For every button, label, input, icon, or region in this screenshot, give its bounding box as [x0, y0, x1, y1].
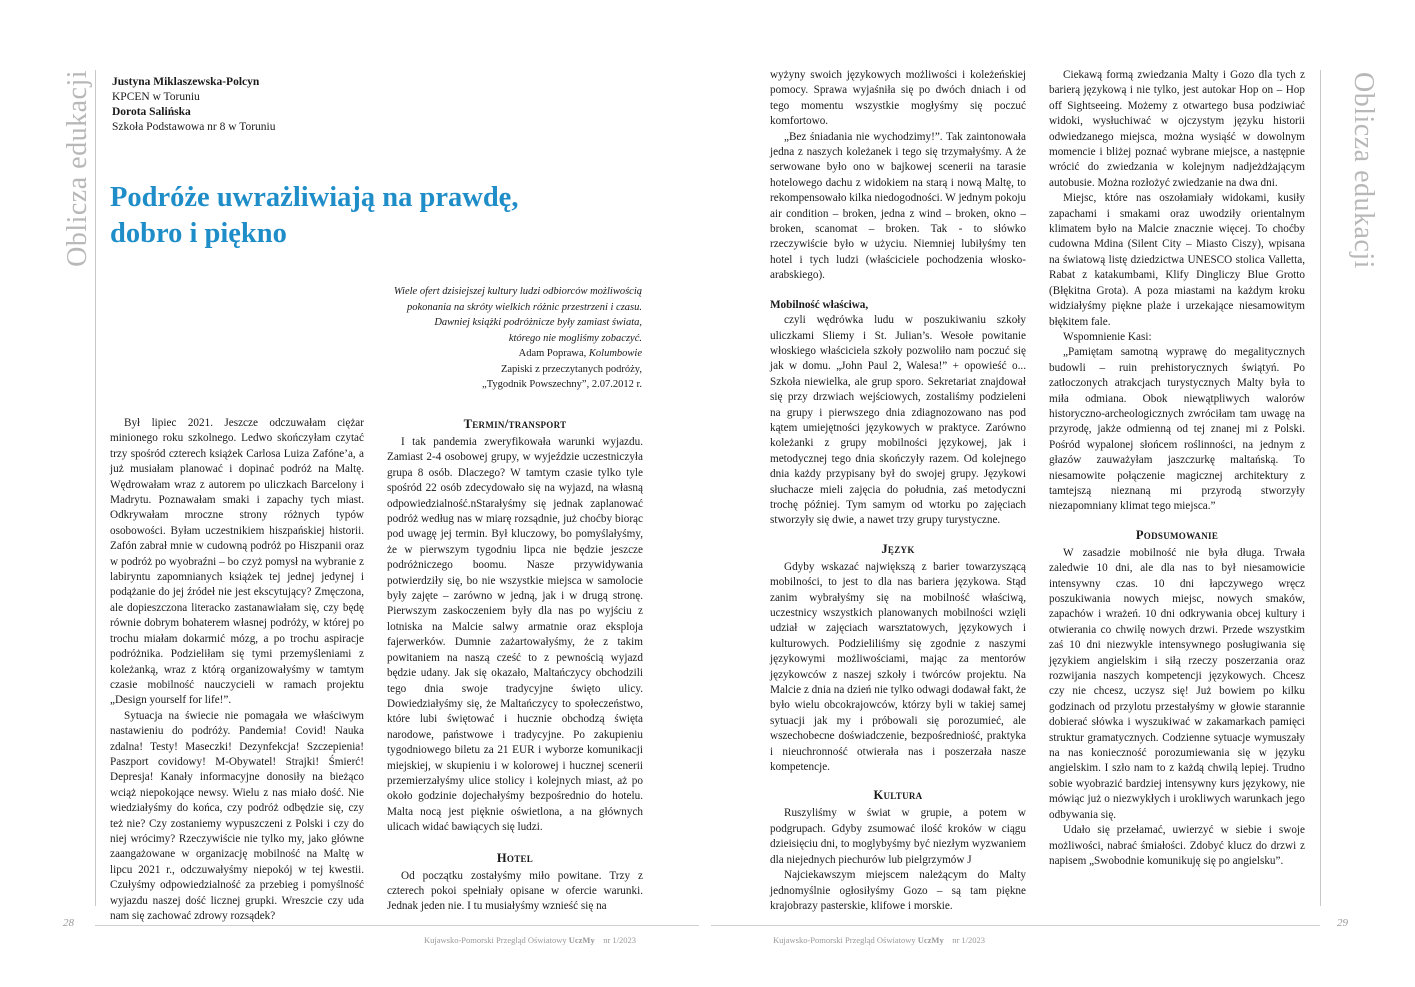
- section-heading: Termin/transport: [463, 417, 567, 431]
- paragraph: Miejsc, które nas oszołamiały widokami, kusiły zapachami i smakami oraz uwodziły orientalnym klimatem było na Malcie znacznie więcej. To choćby cudowna Mdina (Silent City – Miasto Ciszy), wpisana na światową listę dziedzictwa UNESCO stolica Valletta, Rabat z katakumbami, Klify Dingliczy Blue Grotto (Błękitna Grota). A poza miastami na każdym kroku widziałyśmy piękne plaże i urzekające niesamowitym błękitem fale.: [1049, 192, 1305, 328]
- paragraph: Sytuacja na świecie nie pomagała we właściwym nastawieniu do podróży. Pandemia! Covid! Nauka zdalna! Testy! Maseczki! Dezynfekcja! Szczepienia! Paszport covidowy! M-Obywatel! Strajki! Śmierć! Depresja! Kanały informacyjne donosiły na bieżąco wciąż niepokojące newsy. Wielu z nas miało dość. Nie wiedziałyśmy do końca, czy podróż odbędzie się, czy też nie? Czy zostaniemy wypuszczeni z Polski i czy do niej wrócimy? Rzeczywiście nie tylko my, jako główne zaangażowane w organizację mobilność na Maltę w lipcu 2021 r., odczuwałyśmy niepokój w tej kwestii. Czułyśmy odpowiedzialność za przebieg i pomyślność wyjazdu naszej dość licznej grupki. Wreszcie czy uda nam się zachować zdrowy rozsądek?: [110, 709, 364, 922]
- footer-issue: nr 1/2023: [952, 935, 986, 945]
- right-column-2: [1049, 68, 1305, 869]
- footer-rule-right: [711, 925, 1320, 926]
- page-number-left: 28: [63, 917, 74, 929]
- left-margin-rule: [95, 70, 96, 906]
- epigraph-line: którego nie mogliśmy zobaczyć.: [508, 332, 642, 344]
- footer-brand: UczMy: [568, 935, 595, 945]
- left-column-1: [110, 416, 364, 924]
- paragraph: „Pamiętam samotną wyprawę do megalitycznych budowli – ruin prehistorycznych świątyń. Po zatłoczonych atrakcjach turystycznych Malty była to miła odmiana. Obok niewątpliwych walorów historyczno-archeologicznych zwróciłam tam uwagę na przyrodę, jakże odmienną od tej znanej mi z Polski. Pośród wypalonej słońcem roślinności, na jednym z głazów zauważyłam jaszczurkę maltańską. To niesamowite połączenie magicznej architektury z tamtejszą nieznaną mi przyrodą stworzyły niezapomniany klimat tego miejsca.”: [1049, 346, 1305, 513]
- epigraph-line: pokonania na skróty wielkich różnic przestrzeni i czasu.: [406, 301, 642, 313]
- running-head-right: Oblicza edukacji: [1348, 72, 1379, 269]
- paragraph: Ciekawą formą zwiedzania Malty i Gozo dla tych z barierą językową i nie tylko, jest autokar Hop on – Hop off Sightseeing. Możemy z otwartego busa podziwiać widoki, wysłuchiwać w ojczystym języku historii odwiedzanego miejsca, można wysiąść w dowolnym momencie i bliżej poznać wybrane miejsce, a następnie wrócić do zwiedzania w kolejnym nadjeżdżającym autobusie. Można rozłożyć zwiedzanie na dwa dni.: [1049, 69, 1305, 189]
- paragraph: Wspomnienie Kasi:: [1063, 330, 1152, 343]
- epigraph-author-name: Adam Poprawa,: [518, 348, 589, 359]
- epigraph-line: Dawniej książki podróżnicze były zamiast świata,: [434, 317, 642, 328]
- page-number-right: 29: [1337, 917, 1348, 929]
- right-page: [707, 0, 1415, 987]
- footer-journal: Kujawsko-Pomorski Przegląd Oświatowy: [773, 935, 916, 945]
- right-margin-rule: [1320, 70, 1321, 906]
- section-heading: Mobilność właściwa,: [770, 298, 869, 311]
- paragraph: W zasadzie mobilność nie była długa. Trwała zaledwie 10 dni, ale dla nas to był niesamowicie intensywny czas. 10 dni łapczywego wręcz poszukiwania nowych miejsc, nowych smaków, zapachów i wrażeń. 10 dni odkrywania obcej kultury i otwierania co chwilę nowych drzwi. Przede wszystkim zaś 10 dni niezwykle intensywnego posługiwania się językiem angielskim i siłą rzeczy poszerzania oraz rozwijania naszych kompetencji językowych. Chcesz czy nie chcesz, uczysz się! Już bowiem po kilku godzinach od przylotu przestałyśmy w głowie starannie dobierać słówka i wyszukiwać w zakamarkach pamięci struktur gramatycznych. Codzienne sytuacje wymuszały na nas konieczność porozumiewania się w języku angielskim. I szło nam to z każdą chwilą lepiej. Trudno sobie wyobrazić bardziej intensywny kurs językowy, nie mówiąc już o niezwykłych i urokliwych warunkach jego odbywania się.: [1049, 546, 1305, 821]
- title-line: dobro i piękno: [110, 218, 287, 249]
- paragraph: czyli wędrówka ludu w poszukiwaniu szkoły uliczkami Sliemy i St. Julian’s. Wesołe powitanie włoskiego właściciela szkoły pozwoliło nam poczuć się jak w domu. „John Paul 2, Walesa!” + opowieść o... Szkoła niewielka, ale grup sporo. Sekretariat znajdował się przy drzwiach wejściowych, zostaliśmy podzieleni na grupy i pierwszego dnia zdiagnozowano nas pod kątem umiejętności językowych w praktyce. Zarówno koleżanki z grupy mobilności językowej, jak i metodycznej tego dnia skończyły razem. Od kolejnego dnia każdy przypisany był do swojej grupy. Językowi słuchacze mieli zajęcia do południa, zaś metodyczni trochę później. Tym samym od wtorku po zajęciach stworzyły się dwie, a nawet trzy grupy turystyczne.: [770, 314, 1026, 527]
- paragraph: „Bez śniadania nie wychodzimy!”. Tak zaintonowała jedna z naszych koleżanek i tego się trzymałyśmy. A że serwowane było ono w bajkowej scenerii na tarasie hotelowego dachu z widokiem na starą i nową Maltę, to rekompensowało kilka niedogodności. W jednym pokoju air condition – broken, jedna z wind – broken, okno – broken, scanomat – broken. Tak - to słówko rzeczywiście było w użyciu. Niemniej lubiłyśmy ten hotel i tych ludzi (właściciele pochodzenia włosko-arabskiego).: [770, 130, 1026, 282]
- title-line: Podróże uwrażliwiają na prawdę,: [110, 182, 519, 213]
- epigraph-work: Kolumbowie: [588, 348, 642, 359]
- article-title: [110, 180, 630, 252]
- paragraph: Ruszyliśmy w świat w grupie, a potem w podgrupach. Gdyby zsumować ilość kroków w ciągu dzieisięciu dni, to moglybyśmy być niezłym wyzwaniem dla niejednych piechurów lub pielgrzymów J: [770, 807, 1026, 866]
- footer-brand: UczMy: [917, 935, 944, 945]
- left-column-2: [387, 408, 643, 915]
- footer-issue: nr 1/2023: [603, 935, 637, 945]
- epigraph: [312, 284, 642, 393]
- author-affiliation: KPCEN w Toruniu: [112, 91, 200, 103]
- paragraph: I tak pandemia zweryfikowała warunki wyjazdu. Zamiast 2-4 osobowej grupy, w wyjeździe uczestniczyła grupa 8 osób. Dlaczego? W tamtym czasie tylko tyle spośród 22 osób zdecydowało się na wyjazd, na własną odpowiedzialność.nStarałyśmy się jednak zaplanować podróż według nas w miarę rozsądnie, już choćby biorąc pod uwagę jej termin. Był kluczowy, bo pomyślałyśmy, że w pierwszym tygodniu lipca nie będzie jeszcze podróżniczego boomu. Nasze przywidywania potwierdziły się, bo nie wszystkie miejsca w samolocie były zajęte – zarówno w jedną, jak i w drugą stronę. Pierwszym zaskoczeniem były dla nas po wyjściu z lotniska na Malcie salwy armatnie oraz eksploja fajerwerków. Dumnie zażartowałyśmy, że z takim powitaniem na naszą cześć to z pewnością wyjazd będzie udany. Jak się okazało, Maltańczycy obchodzili tego dnia swoje tradycyjne święto ulicy. Dowiedziałyśmy się, że Maltańczycy to społeczeństwo, które lubi świętować i hucznie obchodzą święta narodowe, państwowe i tradycyjne. Po zakupieniu tygodniowego biletu za 21 EUR i wyborze komunikacji miejskiej, w skupieniu i w kolorowej i hucznej scenerii przemierzałyśmy ulice stolicy i kolejnych miast, aż po około godzinie dojechałyśmy bezpośrednio do hotelu. Malta nocą jest pięknie oświetlona, a na głównych ulicach widać bawiących się ludzi.: [387, 436, 643, 834]
- paragraph: Gdyby wskazać największą z barier towarzyszącą mobilności, to jest to dla nas bariera językowa. Stąd zanim wybrałyśmy się na mobilność właściwą, uczestnicy wszystkich planowanych mobilności wzięli udział w zajęciach warsztatowych, językowych i kulturowych. Podzieliliśmy się zgodnie z naszymi językowymi możliwościami, mając za mentorów językowców z naszej szkoły i twórców projektu. Na Malcie z dnia na dzień nie tylko odwagi dodawał fakt, że było wielu obcokrajowców, którzy byli w takiej samej sytuacji jak my i próbowali się porozumieć, ale wszechobecne doświadczenie, bezpośredniość, praktyka i nieuchronność otwierała nas i poszerzała nasze kompetencje.: [770, 560, 1026, 774]
- section-heading: Język: [881, 541, 915, 556]
- epigraph-author: [312, 346, 642, 362]
- author-name: Dorota Salińska: [112, 106, 191, 118]
- paragraph: Był lipiec 2021. Jeszcze odczuwałam ciężar minionego roku szkolnego. Ledwo skończyłam czytać trzy spośród czterech książek Carlosa Luiza Zafóne’a, a już musiałam planować i dopinać podróż na Maltę. Wędrowałam wraz z autorem po uliczkach Barcelony i Madrytu. Poznawałam smaki i zapachy tych miast. Odkrywałam mroczne strony różnych typów osobowości. Byłam uczestnikiem hiszpańskiej historii. Zafón zabrał mnie w cudowną podróż po Hiszpanii oraz w podróż po wyobraźni – bo czyż pomysł na wybranie z labiryntu zapomnianych książek tej jednej jedynej i podążanie do jej źródeł nie jest ekscytujący? Zmęczona, ale dopieszczona literacko zastanawiałam się, czy będę równie dobrym bohaterem własnej podróży, w której po trochu miałam dokarmić mózg, a po trochu aspiracje podróżnika. Podzieliłam się tymi przemyśleniami z koleżanką, wraz z którą organizowałyśmy w tamtym czasie mobilność nauczycieli w ramach projektu „Design yourself for life!”.: [110, 417, 364, 707]
- right-column-1: [770, 68, 1026, 914]
- footer-left: [424, 935, 636, 945]
- paragraph: Udało się przełamać, uwierzyć w siebie i swoje możliwości, nabrać śmiałości. Zdobyć klucz do drzwi z napisem „Swobodnie komunikuję się po angielsku”.: [1049, 824, 1305, 867]
- author-name: Justyna Miklaszewska-Polcyn: [112, 76, 260, 88]
- footer-right: [773, 935, 985, 945]
- footer-journal: Kujawsko-Pomorski Przegląd Oświatowy: [424, 935, 567, 945]
- paragraph: wyżyny swoich językowych możliwości i koleżeńskiej pomocy. Sprawa wyjaśniła się po dwóch dniach i od tego momentu wszystkie mogłyśmy się poczuć komfortowo.: [770, 69, 1026, 128]
- author-affiliation: Szkoła Podstawowa nr 8 w Toruniu: [112, 121, 276, 133]
- section-heading: Podsumowanie: [1135, 527, 1219, 542]
- section-heading: Hotel: [496, 850, 534, 865]
- epigraph-source: Zapiski z przeczytanych podróży,: [500, 363, 642, 375]
- footer-rule-left: [95, 925, 699, 926]
- section-heading: Kultura: [873, 788, 923, 803]
- running-head-left: Oblicza edukacji: [62, 70, 93, 267]
- epigraph-line: Wiele ofert dzisiejszej kultury ludzi odbiorców możliwością: [393, 286, 642, 297]
- paragraph: Od początku zostałyśmy miło powitane. Trzy z czterech pokoi spełniały opisane w ofercie warunki. Jednak jeden nie. I tu musiałyśmy wznieść się na: [387, 869, 643, 913]
- paragraph: Najciekawszym miejscem należącym do Malty jednomyślnie ogłosiłyśmy Gozo – są tam piękne krajobrazy pasterskie, klifowe i morskie.: [770, 869, 1026, 912]
- epigraph-source: „Tygodnik Powszechny”, 2.07.2012 r.: [482, 379, 642, 390]
- author-block: [112, 75, 275, 135]
- left-page: [0, 0, 707, 987]
